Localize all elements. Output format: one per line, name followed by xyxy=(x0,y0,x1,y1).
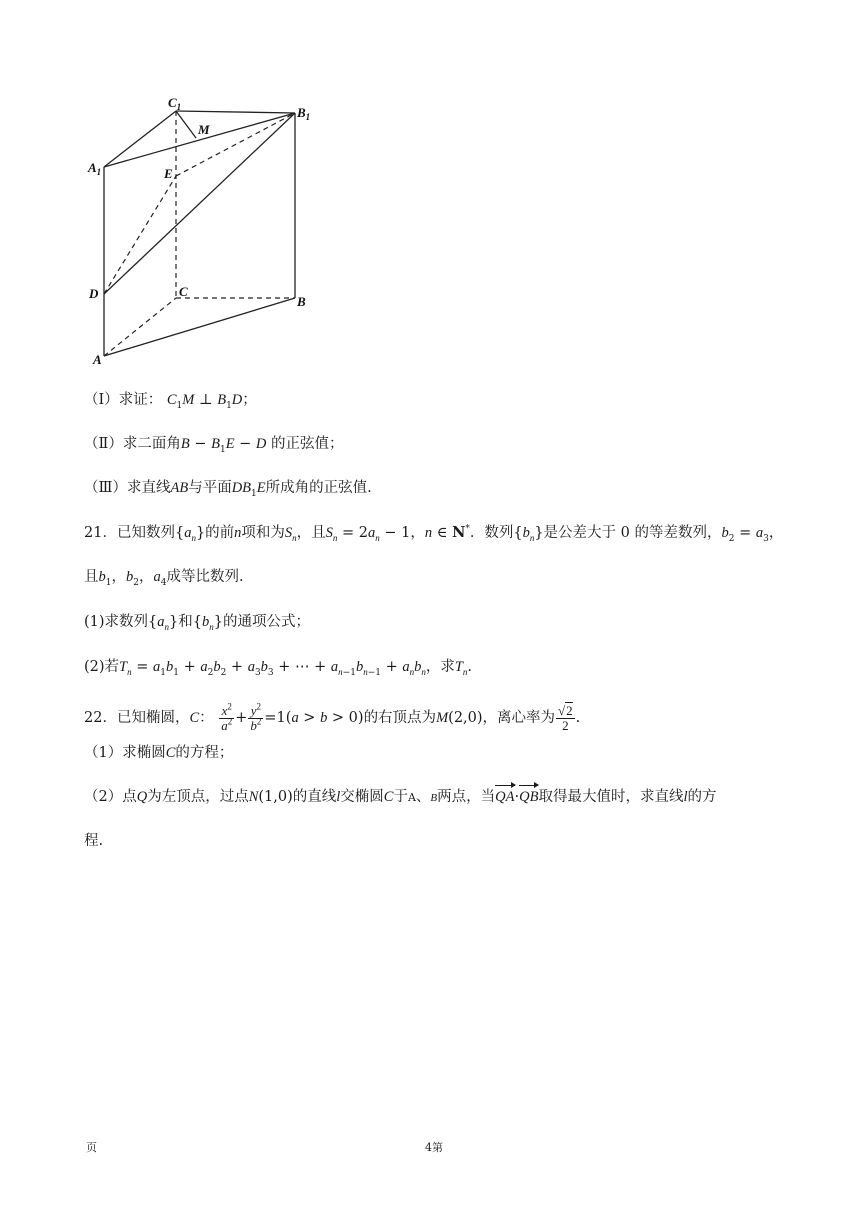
q22-part2: （2）点Q为左顶点，过点N(1,0)的直线l交椭圆C于A、B两点，当QA·QB取得最大值时，求直线l的方 xyxy=(84,789,717,805)
label-e: E xyxy=(164,166,173,181)
segment-d-e xyxy=(104,176,176,294)
q21-part2: (2)若$T_n = a_1b_1 + a_2b_2 + a_3b_3$ + ⋯ + $a_{n-1}b_{n-1} + a_nb_n$，求$T_n$. xyxy=(84,659,473,678)
edge-a-b xyxy=(104,298,295,356)
label-m: M xyxy=(198,122,210,137)
fraction-sqrt2-2: $\frac{√2}{2}$ xyxy=(558,702,573,733)
q21-stem-line2: 且$b_1$，$b_2$，$a_4$成等比数列. xyxy=(84,569,244,588)
label-c: C xyxy=(179,284,188,299)
q22-stem: 22．已知椭圆，C： $\frac{x^2}{a^2}$ + $\frac{y^2}{b^2}$ =1(a > b > 0)的右顶点为M(2,0)，离心率为 $\frac{√2}{2}$ . xyxy=(84,701,581,733)
segment-e-b1 xyxy=(176,113,295,176)
footer-page-number: 4第 xyxy=(425,1141,443,1154)
label-a1: $A_1$ xyxy=(88,160,102,177)
fraction-x2-a2: $\frac{x^2}{a^2}$ xyxy=(221,701,233,733)
q21-stem-line1: 21．已知数列$\{a_n\}$的前n项和为$S_n$，且$S_n = 2a_n - 1$，n ∈ N*．数列$\{b_n\}$是公差大于 0 的等差数列，$b_2 = a_3$， xyxy=(84,524,784,544)
q21-part1: (1)求数列$\{a_n\}$和$\{b_n\}$的通项公式； xyxy=(84,614,310,632)
edge-c1-b1 xyxy=(176,111,295,113)
label-d: D xyxy=(89,286,99,301)
edge-a1-c1 xyxy=(104,111,176,167)
fraction-y2-b2: $\frac{y^2}{b^2}$ xyxy=(250,701,262,733)
q22-part2-continued: 程. xyxy=(84,833,104,849)
label-b: B xyxy=(297,294,306,309)
label-a: A xyxy=(93,352,102,367)
prism-figure xyxy=(0,0,860,380)
q20-part3: （Ⅲ）求直线AB与平面$DB_1E$所成角的正弦值. xyxy=(84,480,372,499)
label-c1: $C_1$ xyxy=(168,95,182,112)
label-b1: $B_1$ xyxy=(297,105,311,122)
q20-part2: （Ⅱ）求二面角$B - B_1E - D$ 的正弦值； xyxy=(84,436,344,455)
footer-left: 页 xyxy=(86,1141,97,1154)
edge-a-c xyxy=(104,298,176,356)
q20-part1: （Ⅰ）求证： $C_1M$ ⊥ $B_1D$； xyxy=(84,392,257,411)
q22-part1: （1）求椭圆C的方程； xyxy=(84,745,234,761)
segment-c1-m xyxy=(176,111,196,138)
